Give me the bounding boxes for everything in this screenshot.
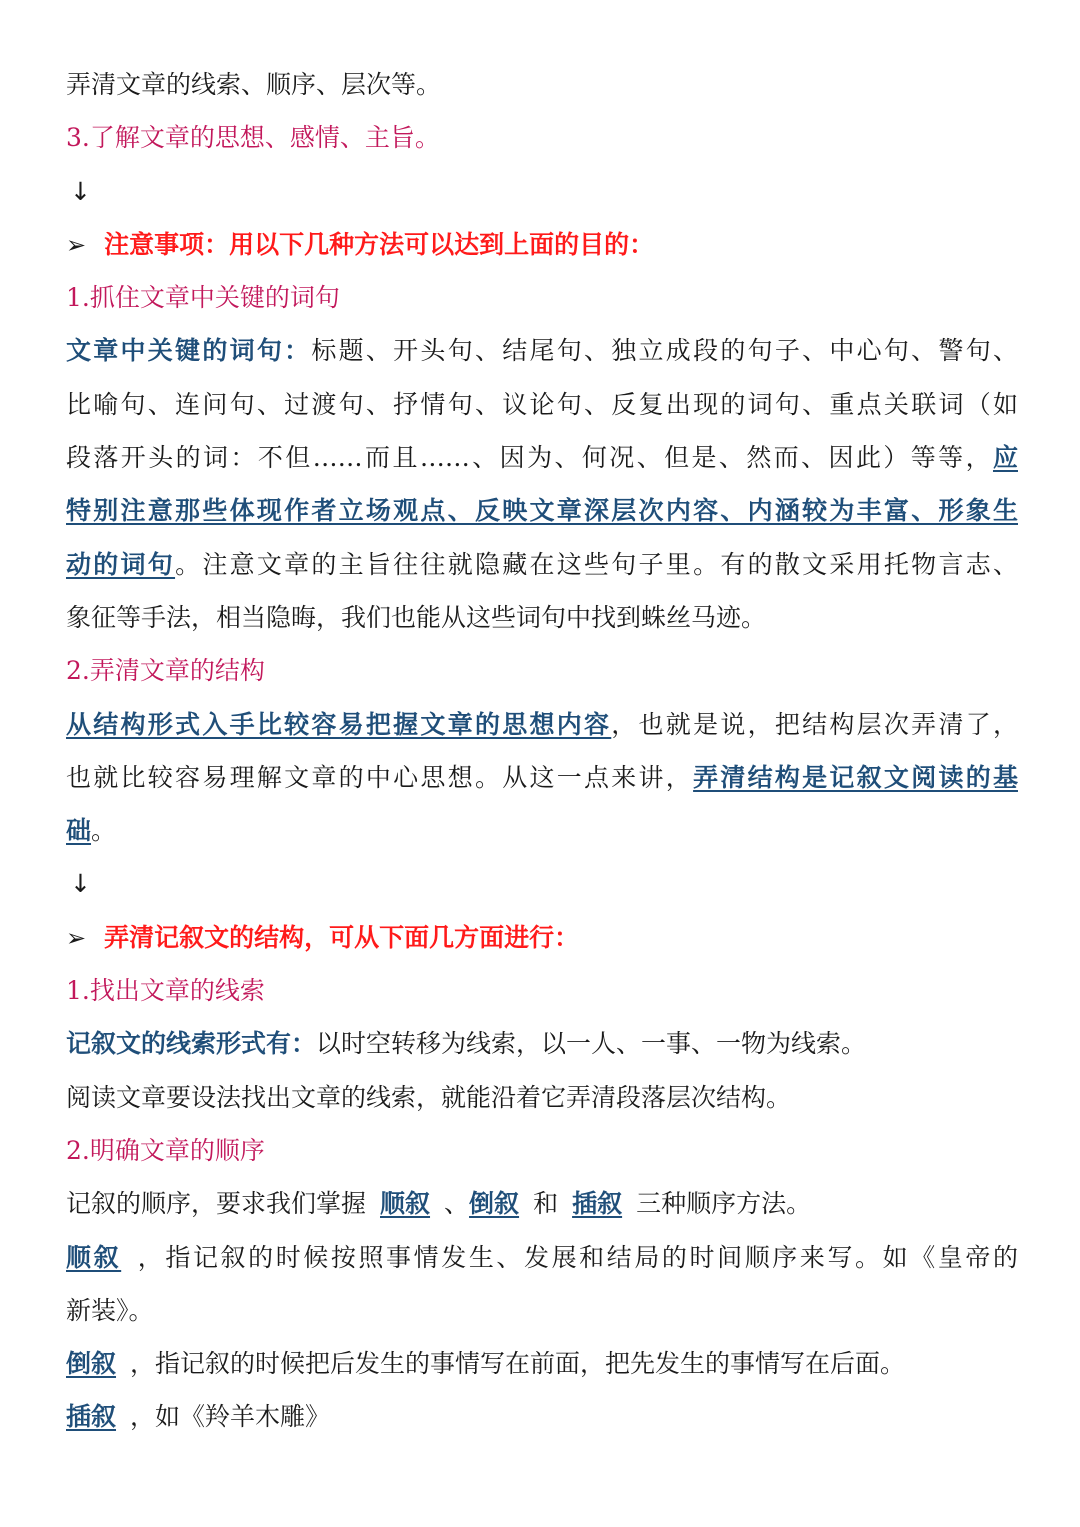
term-daoxu: 倒叙 (469, 1189, 520, 1219)
emphasis-text: 弄清结构是记叙文阅读的基 (693, 762, 1018, 792)
body-text: 。 (91, 816, 117, 846)
term-label: 记叙文的线索形式有： (66, 1029, 317, 1059)
body-text: ，如《羚羊木雕》 (130, 1402, 331, 1432)
emphasis-line: 特别注意那些体现作者立场观点、反映文章深层次内容、内涵较为丰富、形象生 (66, 496, 1018, 526)
term-chaxu: 插叙 (66, 1402, 117, 1432)
arrowhead-bullet-icon: ➢ (66, 230, 87, 259)
paragraph-line (66, 324, 1018, 377)
body-text: 标题、开头句、结尾句、独立成段的句子、中心句、警句、 (311, 336, 1018, 366)
term-shunxu: 顺叙 (66, 1242, 122, 1272)
emphasis-text: 应 (992, 443, 1018, 473)
paragraph-line: 新装》。 (66, 1295, 154, 1325)
heading-3: 3.了解文章的思想、感情、主旨。 (66, 123, 440, 153)
paragraph-line (66, 1390, 1018, 1443)
down-arrow-icon: ↓ (70, 176, 91, 206)
document-page (66, 58, 1018, 1444)
term-shunxu: 顺叙 (380, 1189, 431, 1219)
note-heading-2 (66, 911, 1018, 964)
note-text: 弄清记叙文的结构，可从下面几方面进行： (104, 922, 580, 952)
paragraph-line: 象征等手法，相当隐晦，我们也能从这些词句中找到蛛丝马迹。 (66, 602, 767, 632)
paragraph-line: 弄清文章的线索、顺序、层次等。 (66, 70, 442, 99)
term-daoxu: 倒叙 (66, 1349, 117, 1379)
body-text: 也就比较容易理解文章的中心思想。从这一点来讲， (66, 762, 694, 792)
emphasis-text: 动的词句 (66, 549, 176, 579)
section-title-2: 2.弄清文章的结构 (66, 656, 265, 686)
paragraph-line: 阅读文章要设法找出文章的线索，就能沿着它弄清段落层次结构。 (66, 1082, 792, 1112)
emphasis-text: 础 (66, 816, 92, 846)
paragraph-line (66, 538, 1018, 591)
body-text: 以时空转移为线索，以一人、一事、一物为线索。 (316, 1029, 867, 1059)
paragraph-line (66, 1177, 1018, 1230)
emphasis-text: 从结构形式入手比较容易把握文章的思想内容 (66, 709, 612, 739)
paragraph-line (66, 1231, 1018, 1284)
paragraph-line (66, 804, 1018, 857)
paragraph-line (66, 1337, 1018, 1390)
body-text: ，指记叙的时候按照事情发生、发展和结局的时间顺序来写。如《皇帝的 (135, 1242, 1018, 1272)
section-title-1: 1.抓住文章中关键的词句 (66, 283, 340, 313)
term-label: 文章中关键的词句： (66, 336, 312, 366)
paragraph-line (66, 698, 1018, 751)
section-title-4: 2.明确文章的顺序 (66, 1135, 265, 1165)
note-text: 注意事项：用以下几种方法可以达到上面的目的： (104, 229, 655, 259)
note-heading-1 (66, 218, 1018, 271)
paragraph-line: 比喻句、连问句、过渡句、抒情句、议论句、反复出现的词句、重点关联词（如 (66, 389, 1018, 419)
body-text: 记叙的顺序，要求我们掌握 (66, 1189, 367, 1219)
body-text: ，也就是说，把结构层次弄清了， (611, 709, 1018, 739)
body-text: 、 (444, 1189, 470, 1219)
body-text: 和 (533, 1189, 559, 1219)
body-text: 段落开头的词：不但……而且……、因为、何况、但是、然而、因此）等等， (66, 443, 993, 473)
body-text: 。注意文章的主旨往往就隐藏在这些句子里。有的散文采用托物言志、 (175, 549, 1018, 579)
body-text: ，指记叙的时候把后发生的事情写在前面，把先发生的事情写在后面。 (130, 1349, 906, 1379)
paragraph-line (66, 431, 1018, 484)
term-chaxu: 插叙 (572, 1189, 623, 1219)
down-arrow-icon: ↓ (70, 869, 91, 899)
arrowhead-bullet-icon: ➢ (66, 923, 87, 952)
body-text: 三种顺序方法。 (636, 1189, 812, 1219)
section-title-3: 1.找出文章的线索 (66, 976, 265, 1006)
paragraph-line (66, 751, 1018, 804)
paragraph-line (66, 1017, 1018, 1070)
